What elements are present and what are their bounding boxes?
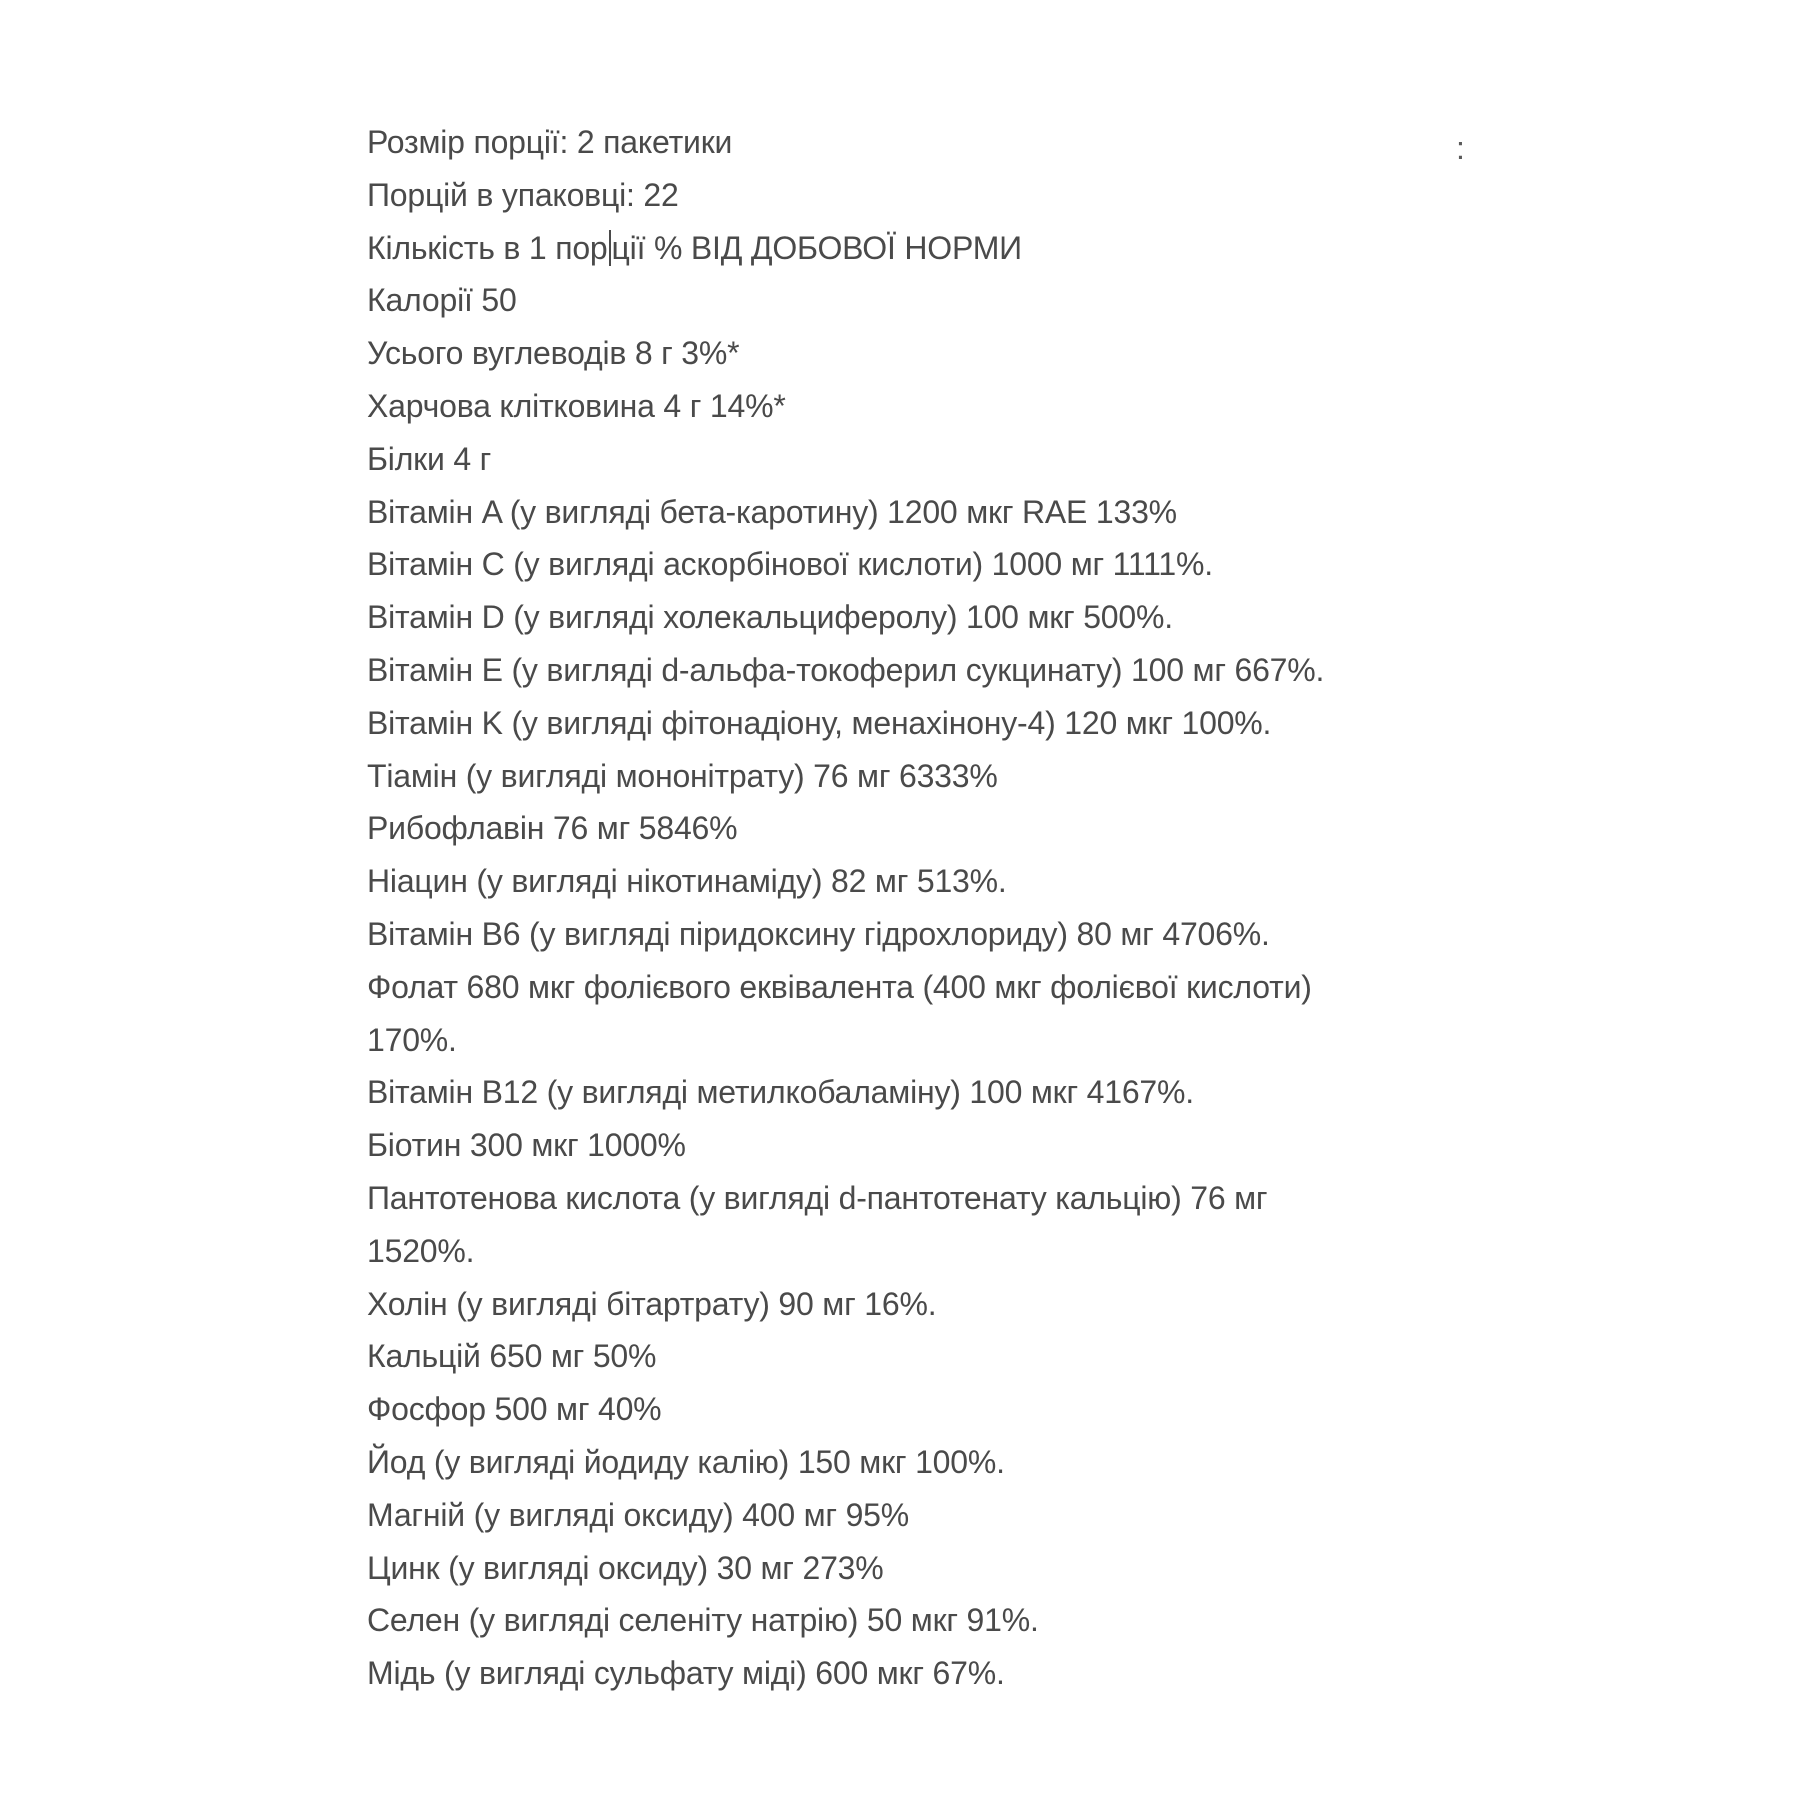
amount-per-serving-header[interactable]: [367, 222, 1427, 275]
biotin-line: Біотин 300 мкг 1000%: [367, 1127, 686, 1164]
vitamin-a-line: Вітамін A (у вигляді бета-каротину) 1200 мкг RAE 133%: [367, 493, 1177, 530]
text-caret: [609, 230, 611, 266]
serving-size-line: Розмір порції: 2 пакетики: [367, 124, 733, 160]
header-text-before-caret: Кількість в 1 пор: [367, 229, 608, 266]
thiamine-line: Тіамін (у вигляді мононітрату) 76 мг 6333%: [367, 757, 998, 794]
niacin-line: Ніацин (у вигляді нікотинаміду) 82 мг 513%.: [367, 863, 1007, 900]
protein-line: Білки 4 г: [367, 440, 492, 477]
header-text-after-caret: ції % ВІД ДОБОВОЇ НОРМИ: [611, 229, 1022, 266]
iodine-line: Йод (у вигляді йодиду калію) 150 мкг 100%.: [367, 1443, 1005, 1480]
fiber-line: Харчова клітковина 4 г 14%*: [367, 387, 786, 424]
servings-per-container-line: Порцій в упаковці: 22: [367, 176, 679, 213]
pantothenic-acid-line-continued: 1520%.: [367, 1232, 475, 1269]
magnesium-line: Магній (у вигляді оксиду) 400 мг 95%: [367, 1496, 910, 1533]
vitamin-e-line: Вітамін E (у вигляді d-альфа-токоферил сукцинату) 100 мг 667%.: [367, 651, 1325, 688]
clipped-edge-glyph: :: [1456, 130, 1465, 166]
calcium-line: Кальцій 650 мг 50%: [367, 1338, 657, 1375]
choline-line: Холін (у вигляді бітартрату) 90 мг 16%.: [367, 1285, 937, 1322]
selenium-line: Селен (у вигляді селеніту натрію) 50 мкг 91%.: [367, 1602, 1039, 1639]
calories-line: Калорії 50: [367, 282, 517, 319]
phosphorus-line: Фосфор 500 мг 40%: [367, 1391, 662, 1428]
vitamin-c-line: Вітамін C (у вигляді аскорбінової кислоти) 1000 мг 1111%.: [367, 546, 1213, 583]
vitamin-k-line: Вітамін K (у вигляді фітонадіону, менахінону-4) 120 мкг 100%.: [367, 704, 1272, 741]
copper-line: Мідь (у вигляді сульфату міді) 600 мкг 67%.: [367, 1655, 1005, 1692]
pantothenic-acid-line: Пантотенова кислота (у вигляді d-пантотенату кальцію) 76 мг: [367, 1179, 1268, 1216]
document-body: [367, 116, 1427, 1700]
carbohydrates-line: Усього вуглеводів 8 г 3%*: [367, 335, 740, 372]
vitamin-b12-line: Вітамін B12 (у вигляді метилкобаламіну) 100 мкг 4167%.: [367, 1074, 1194, 1111]
folate-line: Фолат 680 мкг фолієвого еквівалента (400 мкг фолієвої кислоти): [367, 968, 1312, 1005]
zinc-line: Цинк (у вигляді оксиду) 30 мг 273%: [367, 1549, 884, 1586]
riboflavin-line: Рибофлавін 76 мг 5846%: [367, 810, 738, 847]
vitamin-d-line: Вітамін D (у вигляді холекальциферолу) 100 мкг 500%.: [367, 599, 1173, 636]
vitamin-b6-line: Вітамін B6 (у вигляді піридоксину гідрохлориду) 80 мг 4706%.: [367, 915, 1270, 952]
folate-line-continued: 170%.: [367, 1021, 457, 1058]
